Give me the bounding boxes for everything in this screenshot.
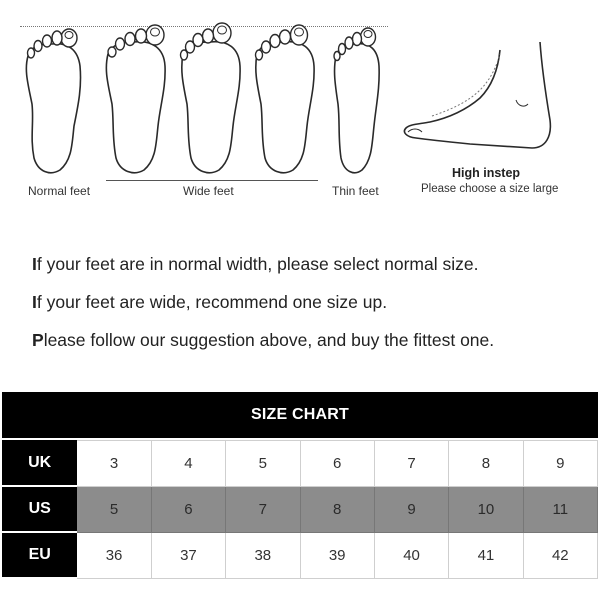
high-instep-advice: Please choose a size large — [421, 183, 559, 195]
size-cell: 8 — [449, 441, 523, 487]
high-instep-foot-icon — [400, 40, 562, 152]
foot-illustrations — [0, 0, 600, 205]
wide-feet-bracket-line — [106, 180, 318, 181]
size-cell: 7 — [226, 486, 300, 532]
tip-follow-suggestion — [32, 328, 494, 366]
table-row-eu — [3, 532, 598, 578]
tip-initial: I — [32, 254, 37, 274]
tip-text: lease follow our suggestion above, and buy the fittest one. — [43, 330, 495, 350]
normal-feet-label: Normal feet — [28, 184, 91, 198]
size-cell: 41 — [449, 532, 523, 578]
tip-wide — [32, 290, 494, 328]
table-row-uk — [3, 441, 598, 487]
tip-text: f your feet are wide, recommend one size up. — [36, 292, 388, 312]
size-cell: 39 — [300, 532, 374, 578]
size-cell: 8 — [300, 486, 374, 532]
size-cell: 9 — [523, 441, 597, 487]
row-label-us: US — [3, 486, 77, 532]
size-cell: 38 — [226, 532, 300, 578]
size-cell: 5 — [226, 441, 300, 487]
size-cell: 42 — [523, 532, 597, 578]
size-cell: 6 — [300, 441, 374, 487]
size-cell: 37 — [151, 532, 225, 578]
thin-foot-icon — [330, 24, 384, 176]
size-cell: 5 — [77, 486, 151, 532]
row-label-uk: UK — [3, 441, 77, 487]
size-table — [2, 438, 598, 579]
wide-feet-label: Wide feet — [183, 184, 234, 198]
size-cell: 40 — [374, 532, 448, 578]
size-cell: 10 — [449, 486, 523, 532]
size-cell: 6 — [151, 486, 225, 532]
size-cell: 9 — [374, 486, 448, 532]
size-cell: 7 — [374, 441, 448, 487]
normal-foot-icon — [22, 26, 86, 176]
thin-feet-label: Thin feet — [332, 184, 379, 198]
size-chart — [2, 392, 598, 579]
sizing-tips — [32, 252, 494, 366]
size-cell: 3 — [77, 441, 151, 487]
tip-initial: P — [32, 330, 44, 350]
size-cell: 4 — [151, 441, 225, 487]
size-cell: 36 — [77, 532, 151, 578]
table-row-us — [3, 486, 598, 532]
wide-foot-icon — [252, 22, 318, 176]
wide-foot-icon — [102, 22, 170, 176]
size-chart-title: SIZE CHART — [2, 392, 598, 438]
wide-foot-icon — [178, 20, 244, 176]
size-cell: 11 — [523, 486, 597, 532]
high-instep-title: High instep — [452, 166, 521, 180]
tip-text: f your feet are in normal width, please select normal size. — [36, 254, 479, 274]
row-label-eu: EU — [3, 532, 77, 578]
tip-initial: I — [32, 292, 37, 312]
tip-normal-width — [32, 252, 494, 290]
